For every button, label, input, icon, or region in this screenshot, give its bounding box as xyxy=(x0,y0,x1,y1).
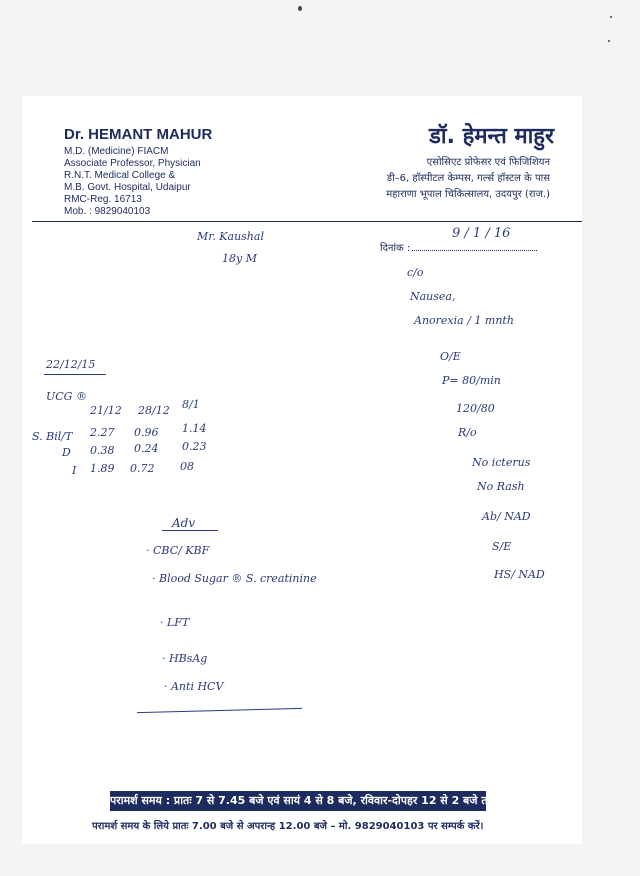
lab-col-date-2: 28/12 xyxy=(138,404,170,417)
doctor-hospital-hindi: महाराणा भूपाल चिकित्सालय, उदयपुर (राज.) xyxy=(386,189,550,200)
lab-value: 0.38 xyxy=(90,444,115,457)
lab-col-date-1: 21/12 xyxy=(90,404,122,417)
doctor-college: R.N.T. Medical College & xyxy=(64,170,176,181)
doctor-registration: RMC-Reg. 16713 xyxy=(64,194,142,205)
note-abdomen: Ab/ NAD xyxy=(482,510,531,523)
doctor-name-hindi: डॉ. हेमन्त माहुर xyxy=(429,124,554,149)
note-complaints: c/o xyxy=(407,266,424,279)
doctor-designation-hindi: एसोसिएट प्रोफेसर एवं फिजिशियन xyxy=(426,157,550,168)
note-ro: R/o xyxy=(458,426,477,439)
lab-value: 0.96 xyxy=(134,426,159,439)
scan-speck xyxy=(610,16,612,18)
note-heart: HS/ NAD xyxy=(494,568,545,581)
appointment-line: परामर्श समय के लिये प्रातः 7.00 बजे से अपरान्ह 12.00 बजे – मो. 9829040103 पर सम्पर्क करें। xyxy=(92,821,484,832)
advice-item-lft: · LFT xyxy=(160,616,190,629)
consultation-timing-band: परामर्श समय : प्रातः 7 से 7.45 बजे एवं सायं 4 से 8 बजे, रविवार-दोपहर 12 से 2 बजे तक xyxy=(110,791,486,811)
advice-item-blood-sugar: · Blood Sugar ® S. creatinine xyxy=(152,572,317,585)
header-divider xyxy=(32,221,582,222)
doctor-mobile: Mob. : 9829040103 xyxy=(64,206,151,217)
note-rash: No Rash xyxy=(477,480,525,493)
lab-value: 0.72 xyxy=(130,462,155,475)
lab-value: 1.14 xyxy=(182,422,207,435)
date-value: 9 / 1 / 16 xyxy=(452,226,511,241)
doctor-address-hindi: डी–6, हॉस्पीटल केम्पस, गर्ल्स हॉस्टल के पास xyxy=(386,173,550,184)
advice-item-anti-hcv: · Anti HCV xyxy=(164,680,224,693)
advice-item-hbsag: · HBsAg xyxy=(162,652,208,665)
lab-value: 2.27 xyxy=(90,426,115,439)
note-systemic: S/E xyxy=(492,540,512,553)
lab-row-label: S. Bil/T xyxy=(32,430,73,443)
date-dotted-line xyxy=(412,250,537,251)
lab-col-date-3: 8/1 xyxy=(182,398,200,411)
advice-end-line xyxy=(137,708,302,713)
note-bp: 120/80 xyxy=(456,402,495,415)
note-nausea: Nausea, xyxy=(410,290,456,303)
lab-row-label: I xyxy=(72,464,77,477)
scan-speck xyxy=(298,6,302,11)
note-examination: O/E xyxy=(440,350,461,363)
note-pulse: P= 80/min xyxy=(442,374,501,387)
scan-speck xyxy=(608,40,610,42)
doctor-qualification: M.D. (Medicine) FIACM xyxy=(64,146,169,157)
doctor-hospital: M.B. Govt. Hospital, Udaipur xyxy=(64,182,191,193)
date-label: दिनांक : xyxy=(380,243,411,254)
patient-name: Mr. Kaushal xyxy=(197,230,264,243)
lab-date: 22/12/15 xyxy=(46,358,96,371)
note-anorexia: Anorexia / 1 mnth xyxy=(414,314,514,327)
lab-value: 0.24 xyxy=(134,442,159,455)
lab-date-underline xyxy=(44,374,106,375)
lab-ucg: UCG ® xyxy=(46,390,87,403)
advice-item-cbc: · CBC/ KBF xyxy=(146,544,210,557)
doctor-designation: Associate Professor, Physician xyxy=(64,158,201,169)
lab-row-label: D xyxy=(62,446,71,459)
advice-heading: Adv xyxy=(172,516,196,530)
date-field xyxy=(380,240,537,254)
advice-heading-underline xyxy=(162,530,218,531)
patient-age-sex: 18y M xyxy=(222,252,257,265)
lab-value: 0.23 xyxy=(182,440,207,453)
prescription-sheet xyxy=(22,96,582,844)
lab-value: 08 xyxy=(180,460,194,473)
lab-value: 1.89 xyxy=(90,462,115,475)
note-icterus: No icterus xyxy=(472,456,531,469)
doctor-name-english: Dr. HEMANT MAHUR xyxy=(64,126,213,143)
